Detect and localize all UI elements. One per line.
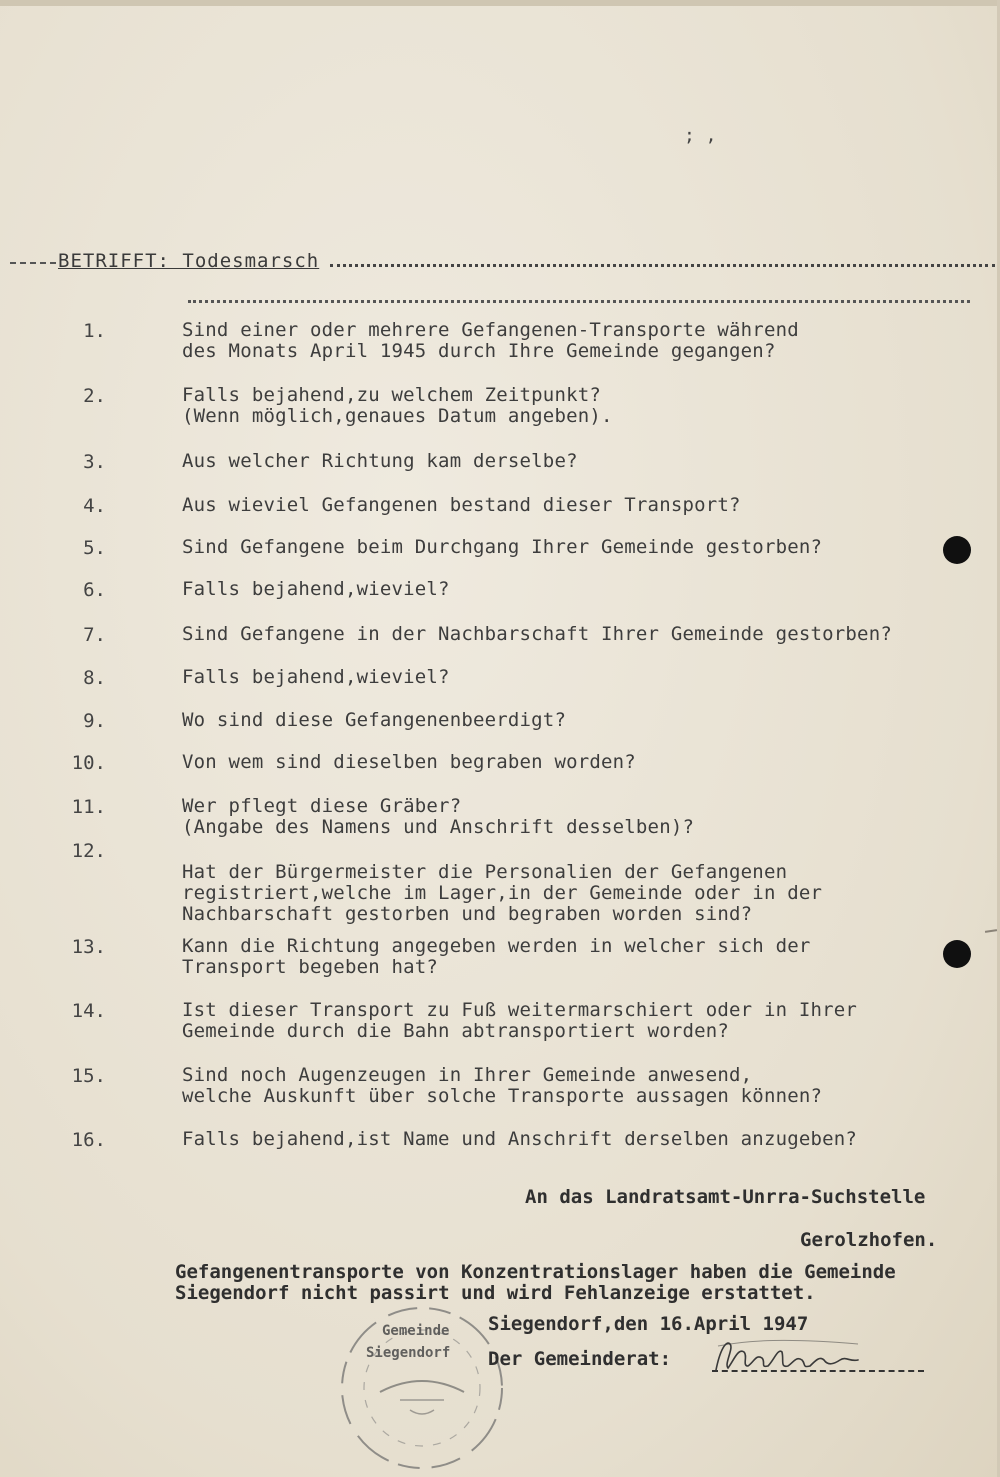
- question-number: 14.: [71, 1000, 106, 1022]
- question-text: Kann die Richtung angegeben werden in welcher sich der Transport begeben hat?: [182, 935, 811, 978]
- question-text: Sind einer oder mehrere Gefangenen-Transporte während des Monats April 1945 durch Ihre Gemeinde gegangen?: [182, 319, 799, 362]
- punch-hole: [943, 940, 971, 968]
- question-number: 11.: [71, 796, 106, 818]
- recipient-city: Gerolzhofen.: [800, 1229, 938, 1251]
- question-number: 13.: [71, 936, 106, 958]
- question-number: 3.: [83, 451, 106, 473]
- question-number: 5.: [83, 537, 106, 559]
- question-number: 9.: [83, 710, 106, 732]
- place-date-line: Siegendorf,den 16.April 1947: [488, 1313, 809, 1335]
- question-text: Wer pflegt diese Gräber? (Angabe des Namens und Anschrift desselben)?: [182, 795, 695, 838]
- response-text: Gefangenentransporte von Konzentrationslager haben die Gemeinde Siegendorf nicht passirt und wird Fehlanzeige erstattet.: [175, 1261, 896, 1304]
- question-number: 12.: [71, 840, 106, 862]
- question-text: Falls bejahend,ist Name und Anschrift derselben anzugeben?: [182, 1128, 858, 1150]
- page-edge-top: [0, 0, 1000, 6]
- question-number: 10.: [71, 752, 106, 774]
- question-text: Sind noch Augenzeugen in Ihrer Gemeinde anwesend, welche Auskunft über solche Transporte aussagen können?: [182, 1064, 823, 1107]
- question-number: 4.: [83, 495, 106, 517]
- subject-label: BETRIFFT: Todesmarsch: [58, 250, 320, 272]
- question-text: Sind Gefangene beim Durchgang Ihrer Gemeinde gestorben?: [182, 536, 823, 558]
- question-text: Aus wieviel Gefangenen bestand dieser Transport?: [182, 494, 741, 516]
- question-number: 7.: [83, 624, 106, 646]
- question-number: 6.: [83, 579, 106, 601]
- question-text: Hat der Bürgermeister die Personalien der Gefangenen registriert,welche im Lager,in der Gemeinde oder in der Nachbarschaft gestorben und begraben worden sind?: [182, 861, 823, 925]
- question-text: Von wem sind dieselben begraben worden?: [182, 751, 636, 773]
- subject-leader-dashes: [10, 262, 56, 264]
- question-text: Falls bejahend,wieviel?: [182, 666, 450, 688]
- subject-fill-dots: [330, 264, 995, 267]
- stamp-text-line: Gemeinde: [382, 1323, 450, 1339]
- dotted-separator: [188, 300, 970, 303]
- stamp-text-line: Siegendorf: [366, 1345, 451, 1361]
- question-number: 8.: [83, 667, 106, 689]
- question-text: Falls bejahend,zu welchem Zeitpunkt? (Wenn möglich,genaues Datum angeben).: [182, 384, 613, 427]
- subject-line: [10, 250, 995, 274]
- handwritten-signature-icon: [708, 1330, 888, 1380]
- question-text: Falls bejahend,wieviel?: [182, 578, 450, 600]
- punch-hole: [943, 536, 971, 564]
- question-number: 2.: [83, 385, 106, 407]
- question-number: 15.: [71, 1065, 106, 1087]
- question-text: Ist dieser Transport zu Fuß weitermarschiert oder in Ihrer Gemeinde durch die Bahn abtransportiert worden?: [182, 999, 858, 1042]
- signature-label: Der Gemeinderat:: [488, 1348, 672, 1370]
- question-number: 1.: [83, 320, 106, 342]
- question-text: Wo sind diese Gefangenenbeerdigt?: [182, 709, 567, 731]
- page-fold-mark: [985, 929, 997, 933]
- question-text: Sind Gefangene in der Nachbarschaft Ihrer Gemeinde gestorben?: [182, 623, 892, 645]
- question-number: 16.: [71, 1129, 106, 1151]
- header-mark: ; ,: [684, 125, 717, 146]
- recipient-line: An das Landratsamt-Unrra-Suchstelle: [525, 1186, 926, 1208]
- question-text: Aus welcher Richtung kam derselbe?: [182, 450, 578, 472]
